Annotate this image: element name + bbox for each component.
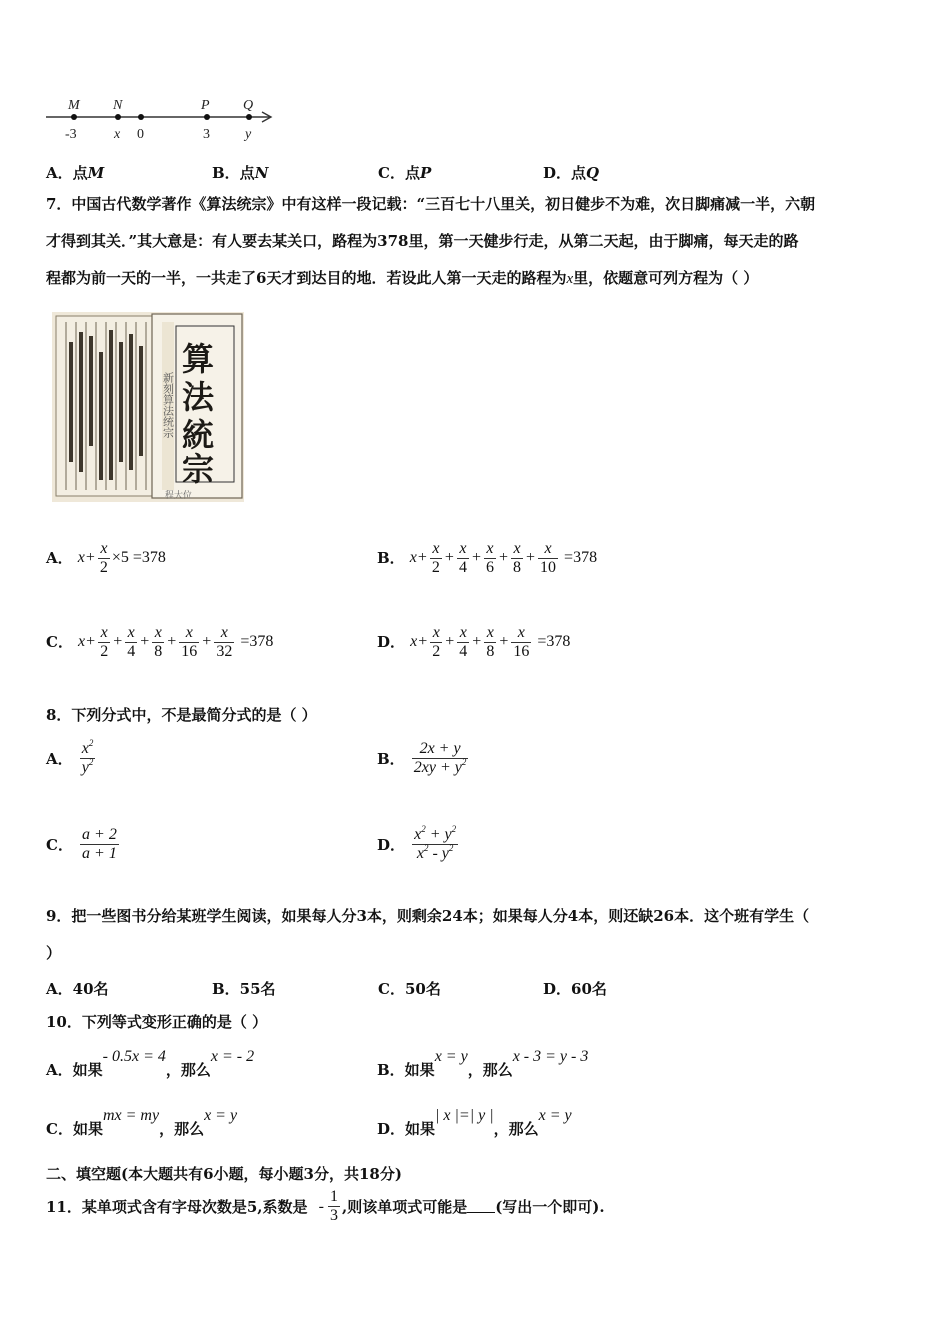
denominator: 2 bbox=[432, 643, 441, 660]
plus: + bbox=[526, 549, 536, 567]
point-p-letter: P bbox=[201, 98, 210, 113]
denominator: 2 bbox=[100, 643, 109, 660]
answer-blank[interactable] bbox=[467, 1198, 495, 1213]
q9-option-a[interactable]: A．40名 bbox=[46, 980, 109, 998]
plus: + bbox=[472, 633, 482, 651]
fraction bbox=[80, 826, 119, 863]
option-label: A．点 bbox=[46, 164, 88, 182]
q11-stem bbox=[46, 1188, 605, 1225]
denominator: 2 bbox=[431, 559, 440, 576]
condition: x = y bbox=[434, 1048, 468, 1065]
tick-label-origin: 0 bbox=[137, 127, 144, 142]
option-label: D． bbox=[377, 836, 406, 854]
book-title-char-4: 宗 bbox=[182, 450, 215, 488]
q7-stem bbox=[46, 186, 906, 298]
num-b: + y bbox=[425, 826, 452, 843]
den-base: 2xy + y bbox=[413, 759, 462, 776]
condition: - 0.5x = 4 bbox=[102, 1048, 166, 1065]
plus: + bbox=[417, 549, 427, 567]
option-label: B．如果 bbox=[377, 1061, 435, 1079]
fraction bbox=[98, 624, 110, 661]
denominator bbox=[412, 845, 458, 863]
point-origin-dot bbox=[138, 114, 144, 120]
option-label: C． bbox=[46, 633, 73, 652]
numerator: x bbox=[484, 624, 496, 643]
q6-option-b[interactable] bbox=[212, 162, 268, 183]
fraction bbox=[412, 740, 469, 777]
fraction bbox=[457, 540, 469, 577]
option-label: D．如果 bbox=[377, 1120, 436, 1138]
point-m-letter: M bbox=[68, 98, 80, 113]
plus: + bbox=[498, 549, 509, 567]
denominator bbox=[80, 759, 96, 777]
point-m-dot bbox=[71, 114, 77, 120]
equals-value: =378 bbox=[132, 549, 166, 567]
tick-label-q: y bbox=[245, 127, 252, 142]
q8-option-c[interactable] bbox=[46, 826, 121, 863]
option-label: B． bbox=[377, 549, 405, 568]
denominator: 4 bbox=[458, 559, 467, 576]
denominator: 2 bbox=[99, 559, 108, 576]
times: ×5 bbox=[111, 549, 129, 567]
denominator: 8 bbox=[486, 643, 495, 660]
q9-option-d[interactable]: D．60名 bbox=[543, 980, 607, 998]
denominator: 32 bbox=[216, 643, 233, 660]
book-title-char-3: 統 bbox=[182, 416, 215, 454]
fraction bbox=[80, 740, 96, 777]
option-var: Q bbox=[586, 164, 600, 182]
equation bbox=[409, 540, 598, 576]
q8-stem: 8．下列分式中，不是最简分式的是（ ） bbox=[46, 706, 317, 724]
term: x bbox=[410, 633, 418, 651]
option-var: P bbox=[419, 164, 432, 182]
point-n-letter: N bbox=[113, 98, 123, 113]
denominator: 6 bbox=[485, 559, 494, 576]
q7-line-3b: 里，依题意可列方程为（ ） bbox=[573, 269, 759, 287]
result: x = y bbox=[204, 1107, 238, 1124]
numerator: x bbox=[457, 540, 469, 559]
condition: | x |=| y | bbox=[435, 1107, 494, 1124]
point-n-dot bbox=[115, 114, 121, 120]
denominator: 3 bbox=[329, 1207, 338, 1224]
then-label: ，那么 bbox=[467, 1061, 513, 1079]
fraction bbox=[125, 624, 137, 661]
equals-value: =378 bbox=[240, 633, 274, 651]
q7-option-d[interactable] bbox=[377, 624, 570, 661]
option-label: B．点 bbox=[212, 164, 255, 182]
q10-option-d[interactable] bbox=[377, 1104, 572, 1138]
q11-tail: (写出一个即可). bbox=[495, 1198, 605, 1216]
q7-line-3 bbox=[46, 260, 906, 298]
fraction bbox=[179, 624, 199, 661]
q9-option-c[interactable]: C．50名 bbox=[378, 980, 441, 998]
fraction bbox=[412, 826, 458, 863]
equation bbox=[410, 624, 571, 660]
book-illustration bbox=[52, 312, 244, 502]
fraction bbox=[538, 540, 558, 577]
denominator: 4 bbox=[459, 643, 468, 660]
option-label: A．如果 bbox=[46, 1061, 103, 1079]
result: x = - 2 bbox=[210, 1048, 255, 1065]
fraction bbox=[457, 624, 469, 661]
numerator: x bbox=[98, 624, 110, 643]
book-side-text: 新刻算法统宗 bbox=[161, 372, 175, 438]
exponent: 2 bbox=[448, 843, 454, 853]
option-var: M bbox=[87, 164, 105, 182]
exponent: 2 bbox=[451, 824, 457, 834]
option-label: D． bbox=[377, 633, 406, 652]
book-title-char-2: 法 bbox=[182, 378, 215, 416]
option-label: D．点 bbox=[543, 164, 587, 182]
q9-option-b[interactable]: B．55名 bbox=[212, 980, 276, 998]
plus: + bbox=[418, 633, 428, 651]
exponent: 2 bbox=[423, 843, 429, 853]
q11-text-after: ,则该单项式可能是 bbox=[341, 1198, 468, 1216]
q10-option-a[interactable] bbox=[46, 1045, 255, 1079]
option-label: C．如果 bbox=[46, 1120, 103, 1138]
den-b: - y bbox=[428, 845, 449, 862]
plus: + bbox=[444, 549, 454, 567]
numerator: 2x + y bbox=[412, 740, 469, 759]
denominator: 16 bbox=[181, 643, 198, 660]
option-var: N bbox=[254, 164, 269, 182]
then-label: ，那么 bbox=[159, 1120, 205, 1138]
q11-text-before: 11．某单项式含有字母次数是5,系数是 bbox=[46, 1198, 308, 1216]
point-p-dot bbox=[204, 114, 210, 120]
then-label: ，那么 bbox=[165, 1061, 211, 1079]
q8-option-d[interactable] bbox=[377, 826, 460, 863]
book-column-text: 程大位 bbox=[165, 491, 193, 501]
term: x bbox=[409, 549, 417, 567]
numerator: x bbox=[511, 624, 531, 643]
plus: + bbox=[167, 633, 177, 651]
q10-stem: 10．下列等式变形正确的是（ ） bbox=[46, 1013, 268, 1031]
numerator: x bbox=[457, 624, 469, 643]
option-label: A． bbox=[46, 549, 73, 568]
q9-line-2: ） bbox=[46, 944, 62, 962]
den-exponent: 2 bbox=[88, 757, 94, 767]
plus: + bbox=[445, 633, 455, 651]
q9-stem bbox=[46, 898, 906, 972]
point-q-letter: Q bbox=[243, 98, 254, 113]
book-cover-image bbox=[52, 312, 244, 502]
num-a: x bbox=[414, 826, 422, 843]
den-a: x bbox=[416, 845, 424, 862]
condition: mx = my bbox=[102, 1107, 160, 1124]
option-label: B． bbox=[377, 750, 405, 768]
denominator: a + 1 bbox=[82, 845, 117, 862]
q9-line-1: 9．把一些图书分给某班学生阅读，如果每人分3本，则剩余24本；如果每人分4本，则还缺26本．这个班有学生（ bbox=[46, 907, 810, 925]
q7-line-3a: 程都为前一天的一半，一共走了6天才到达目的地．若设此人第一天走的路程为 bbox=[46, 269, 567, 287]
fraction bbox=[484, 540, 496, 577]
denominator: 8 bbox=[513, 559, 522, 576]
tick-label-m: -3 bbox=[65, 127, 77, 142]
numerator: x bbox=[152, 624, 164, 643]
den-base: y bbox=[81, 759, 89, 776]
fraction bbox=[328, 1188, 340, 1225]
fraction bbox=[98, 540, 110, 577]
number-line bbox=[44, 96, 284, 148]
plus: + bbox=[202, 633, 212, 651]
q8-option-a[interactable] bbox=[46, 740, 97, 777]
numerator: a + 2 bbox=[82, 826, 117, 843]
numerator: 1 bbox=[329, 1188, 338, 1205]
numerator: x bbox=[430, 540, 442, 559]
q6-option-a[interactable] bbox=[46, 162, 104, 183]
q7-option-c[interactable] bbox=[46, 624, 273, 661]
q7-line-2: 才得到其关．”其大意是：有人要去某关口，路程为378里，第一天健步行走，从第二天起，由于脚痛，每天走的路 bbox=[46, 232, 799, 250]
numerator: x bbox=[511, 540, 523, 559]
q6-option-d[interactable] bbox=[543, 162, 599, 183]
num-exponent: 2 bbox=[88, 738, 94, 748]
numerator: x bbox=[98, 540, 110, 559]
plus: + bbox=[85, 549, 95, 567]
q7-option-a[interactable] bbox=[46, 540, 166, 577]
q10-option-b[interactable] bbox=[377, 1045, 589, 1079]
tick-label-n: x bbox=[114, 127, 121, 142]
option-label: C．点 bbox=[378, 164, 420, 182]
q7-option-b[interactable] bbox=[377, 540, 597, 577]
option-label: C． bbox=[46, 836, 73, 854]
fraction bbox=[484, 624, 496, 661]
option-label: A． bbox=[46, 750, 73, 768]
numerator: x bbox=[179, 624, 199, 643]
fraction bbox=[214, 624, 234, 661]
plus: + bbox=[499, 633, 509, 651]
term: x bbox=[77, 549, 85, 567]
section-heading: 二、填空题(本大题共有6小题，每小题3分，共18分) bbox=[46, 1165, 402, 1183]
plus: + bbox=[86, 633, 96, 651]
plus: + bbox=[471, 549, 481, 567]
point-q-dot bbox=[246, 114, 252, 120]
fraction bbox=[152, 624, 164, 661]
result: x = y bbox=[538, 1107, 572, 1124]
num-base: x bbox=[81, 740, 89, 757]
exponent: 2 bbox=[421, 824, 426, 834]
denominator: 8 bbox=[154, 643, 163, 660]
plus: + bbox=[140, 633, 150, 651]
denominator: 4 bbox=[127, 643, 136, 660]
numerator: x bbox=[125, 624, 137, 643]
equals-value: =378 bbox=[537, 633, 571, 651]
denominator bbox=[412, 759, 469, 777]
result: x - 3 = y - 3 bbox=[512, 1048, 589, 1065]
book-title-char-1: 算 bbox=[182, 340, 215, 378]
equation bbox=[77, 540, 166, 576]
number-line-figure bbox=[44, 96, 284, 148]
numerator: x bbox=[214, 624, 234, 643]
numerator: x bbox=[538, 540, 558, 559]
q7-line-1: 7．中国古代数学著作《算法统宗》中有这样一段记载：“三百七十八里关，初日健步不为难，次日脚痛减一半，六朝 bbox=[46, 195, 816, 213]
q7-variable: x bbox=[566, 271, 574, 287]
equals-value: =378 bbox=[564, 549, 598, 567]
denominator: 16 bbox=[513, 643, 530, 660]
q10-option-c[interactable] bbox=[46, 1104, 238, 1138]
fraction bbox=[511, 540, 523, 577]
denominator: 10 bbox=[540, 559, 557, 576]
then-label: ，那么 bbox=[493, 1120, 539, 1138]
fraction bbox=[511, 624, 531, 661]
numerator: x bbox=[484, 540, 496, 559]
numerator: x bbox=[430, 624, 442, 643]
fraction bbox=[430, 624, 442, 661]
term: x bbox=[78, 633, 86, 651]
den-exponent: 2 bbox=[461, 757, 467, 767]
q11-sign: - bbox=[318, 1197, 324, 1215]
fraction bbox=[430, 540, 442, 577]
equation bbox=[78, 624, 274, 660]
tick-label-p: 3 bbox=[203, 127, 210, 142]
q8-option-b[interactable] bbox=[377, 740, 470, 777]
plus: + bbox=[113, 633, 123, 651]
q6-option-c[interactable] bbox=[378, 162, 431, 183]
